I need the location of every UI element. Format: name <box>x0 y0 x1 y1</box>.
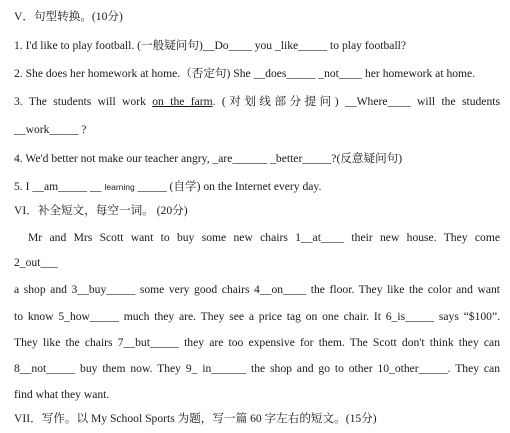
passage-line-1: Mr and Mrs Scott want to buy some new chairs 1__at____ their new house. They come <box>28 231 500 244</box>
question-3 <box>14 95 500 109</box>
passage-line-7: find what they want. <box>14 388 110 401</box>
passage-line-6: 8__not_____ buy them now. They 9_ in______ the shop and go to other 10_other_____. They can <box>14 362 500 375</box>
question-3-underlined-phrase: on the farm <box>152 95 213 108</box>
question-4: 4. We'd better not make our teacher angry, _are______ _better_____?(反意疑问句) <box>14 152 403 165</box>
passage-line-2: 2_out___ <box>14 256 58 269</box>
question-3-continuation: __work_____ ? <box>14 123 87 136</box>
question-3-text-a: 3. The students will work <box>14 95 153 108</box>
passage-line-5: They like the chairs 7__but_____ they are too expensive for them. The Scott don't think they can <box>14 336 500 349</box>
question-2: 2. She does her homework at home.（否定句) She __does_____ _not____ her homework at home. <box>14 67 476 80</box>
question-5-text-b: _____ (自学) on the Internet every day. <box>134 180 322 193</box>
passage-line-3: a shop and 3__buy_____ some very good chairs 4__on____ the floor. They like the color and want <box>14 283 500 296</box>
question-1: 1. I'd like to play football. (一般疑问句)__Do____ you _like_____ to play football? <box>14 39 407 52</box>
question-3-text-b: . (对划线部分提问) __Where____ will the students <box>212 95 500 108</box>
question-5-small-word: learning <box>104 182 135 192</box>
section-5-heading: V．句型转换。(10分) <box>14 10 123 23</box>
section-7-heading: VII．写作。以 My School Sports 为题，写一篇 60 字左右的短文。(15分) <box>14 412 377 425</box>
section-6-heading: VI．补全短文，每空一词。 (20分) <box>14 204 188 217</box>
question-5 <box>14 180 500 194</box>
passage-line-4: to know 5_how_____ much they are. They see a price tag on one chair. It 6_is_____ says “$100”. <box>14 310 500 323</box>
question-5-text-a: 5. I __am_____ __ <box>14 180 105 193</box>
